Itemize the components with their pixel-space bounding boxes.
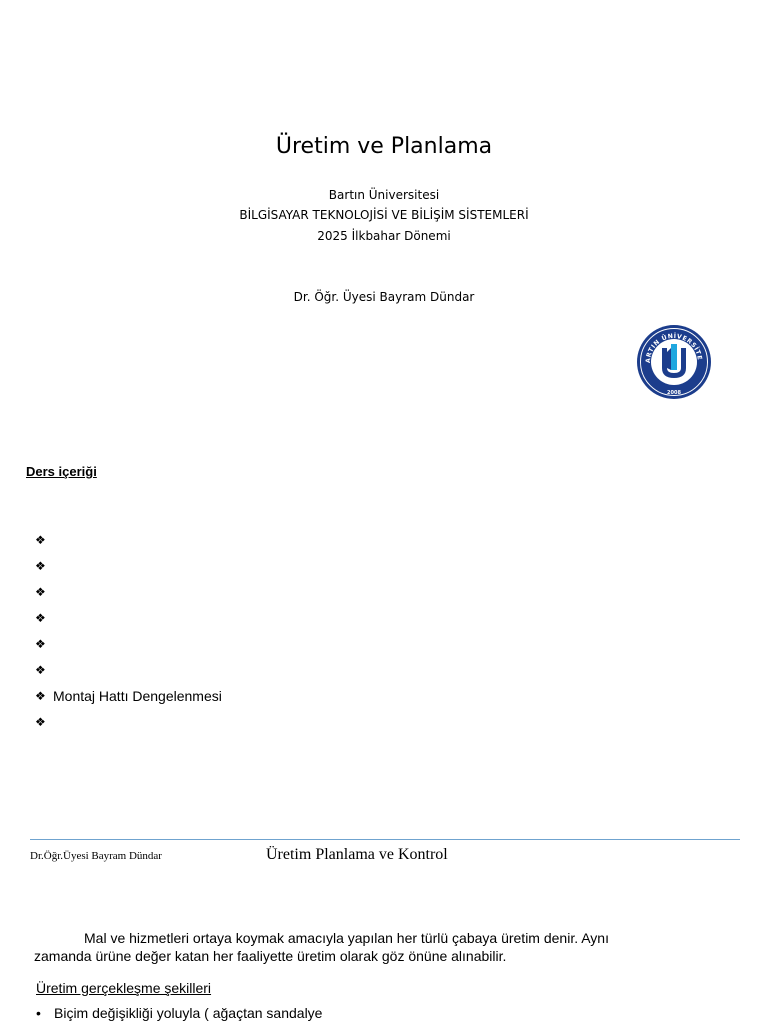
university-name: Bartın Üniversitesi [328, 188, 440, 202]
intro-paragraph: Mal ve hizmetleri ortaya koymak amacıyla yapılan her türlü çabaya üretim denir. Aynı zamanda ürüne değer katan her faaliyette üretim olarak göz önüne alınabilir. [34, 930, 609, 964]
toc-item [35, 527, 222, 553]
list-item: • Biçim değişikliği yoluyla ( ağaçtan sandalye [36, 1005, 323, 1021]
university-seal-icon [636, 324, 712, 400]
university-logo [636, 324, 712, 400]
production-forms-heading: Üretim gerçekleşme şekilleri [36, 980, 212, 996]
department-name: BİLGİSAYAR TEKNOLOJİSİ VE BİLİŞİM SİSTEMLERİ [239, 208, 529, 222]
diamond-bullet-icon: ❖ [35, 611, 46, 625]
header-author: Dr.Öğr.Üyesi Bayram Dündar [30, 850, 162, 862]
toc-item [35, 657, 222, 683]
toc-item [35, 579, 222, 605]
svg-text:BARTIN ÜNİVERSİTESİ: ARTIN ÜNİVERSİTE [644, 332, 704, 364]
instructor-name: Dr. Öğr. Üyesi Bayram Dündar [293, 290, 475, 304]
diamond-bullet-icon: ❖ [35, 637, 46, 651]
toc-item [35, 683, 222, 709]
document-title: Üretim ve Planlama [275, 134, 493, 159]
diamond-bullet-icon: ❖ [35, 689, 46, 703]
header-rule [30, 839, 740, 840]
toc-item [35, 605, 222, 631]
diamond-bullet-icon: ❖ [35, 715, 46, 729]
toc-item [35, 709, 222, 735]
header-course-title: Üretim Planlama ve Kontrol [266, 846, 448, 863]
toc-heading: Ders içeriği [26, 464, 97, 479]
toc-item-label: Montaj Hattı Dengelenmesi [53, 688, 222, 704]
toc-list [35, 527, 222, 735]
term: 2025 İlkbahar Dönemi [317, 229, 451, 243]
bullet-dot-icon: • [36, 1005, 41, 1021]
diamond-bullet-icon: ❖ [35, 585, 46, 599]
toc-item [35, 631, 222, 657]
diamond-bullet-icon: ❖ [35, 559, 46, 573]
logo-year: 2008 [667, 390, 681, 396]
toc-item [35, 553, 222, 579]
diamond-bullet-icon: ❖ [35, 533, 46, 547]
diamond-bullet-icon: ❖ [35, 663, 46, 677]
